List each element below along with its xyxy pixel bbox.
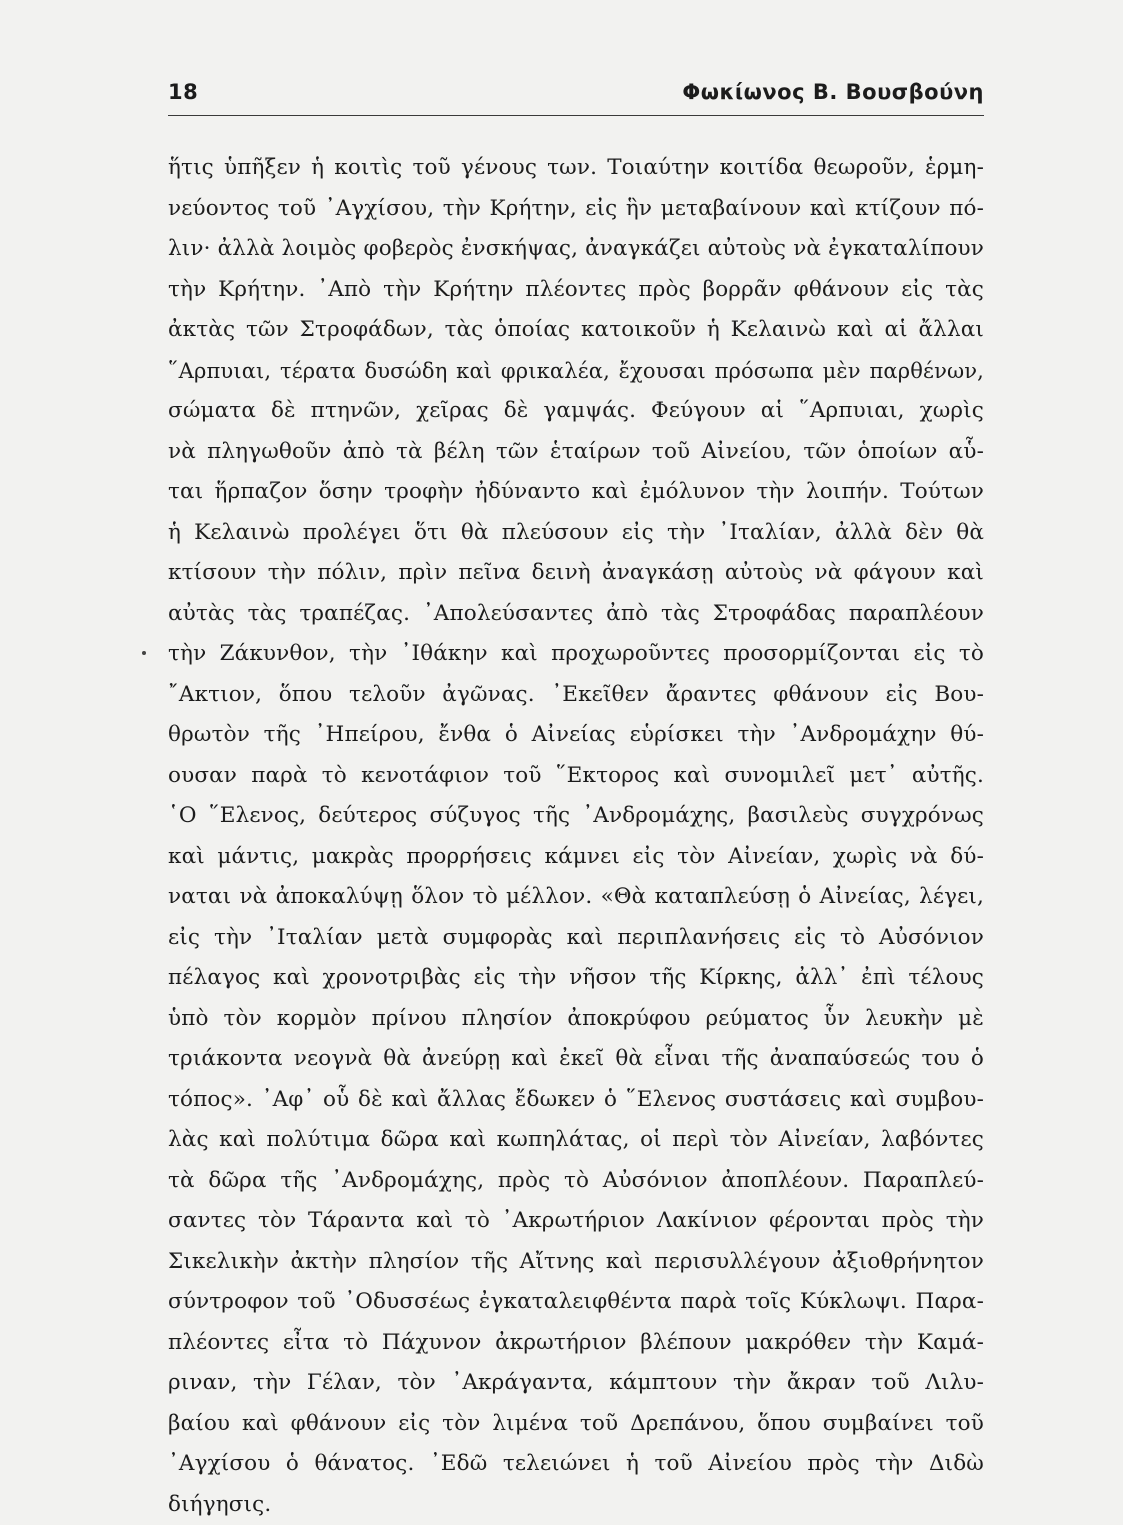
text-line: ναται νὰ ἀποκαλύψῃ ὅλον τὸ μέλλον. «Θὰ καταπλεύσῃ ὁ Αἰνείας, λέγει, — [168, 877, 984, 918]
text-line: τὴν Κρήτην. ᾿Απὸ τὴν Κρήτην πλέοντες πρὸς βορρᾶν φθάνουν εἰς τὰς — [168, 270, 984, 311]
text-line: εἰς τὴν ᾿Ιταλίαν μετὰ συμφορὰς καὶ περιπλανήσεις εἰς τὸ Αὐσόνιον — [168, 918, 984, 959]
text-line: νὰ πληγωθοῦν ἀπὸ τὰ βέλη τῶν ἑταίρων τοῦ Αἰνείου, τῶν ὁποίων αὗ- — [168, 432, 984, 473]
running-head-author: Φωκίωνος Β. Βουσβούνη — [682, 80, 984, 104]
text-line: ἥτις ὑπῆξεν ἡ κοιτὶς τοῦ γένους των. Τοιαύτην κοιτίδα θεωροῦν, ἑρμη- — [168, 148, 984, 189]
text-line: πέλαγος καὶ χρονοτριβὰς εἰς τὴν νῆσον τῆς Κίρκης, ἀλλ᾿ ἐπὶ τέλους — [168, 958, 984, 999]
text-line: βαίου καὶ φθάνουν εἰς τὸν λιμένα τοῦ Δρεπάνου, ὅπου συμβαίνει τοῦ — [168, 1404, 984, 1445]
text-line: νεύοντος τοῦ ᾿Αγχίσου, τὴν Κρήτην, εἰς ἣν μεταβαίνουν καὶ κτίζουν πό- — [168, 189, 984, 230]
text-line: διήγησις. — [168, 1485, 984, 1525]
text-line: σώματα δὲ πτηνῶν, χεῖρας δὲ γαμψάς. Φεύγουν αἱ ῞Αρπυιαι, χωρὶς — [168, 391, 984, 432]
running-head — [168, 80, 984, 114]
text-line: καὶ μάντις, μακρὰς προρρήσεις κάμνει εἰς τὸν Αἰνείαν, χωρὶς νὰ δύ- — [168, 837, 984, 878]
text-line: σαντες τὸν Τάραντα καὶ τὸ ᾿Ακρωτήριον Λακίνιον φέρονται πρὸς τὴν — [168, 1201, 984, 1242]
text-line: θρωτὸν τῆς ᾿Ηπείρου, ἔνθα ὁ Αἰνείας εὑρίσκει τὴν ᾿Ανδρομάχην θύ- — [168, 715, 984, 756]
header-rule — [168, 115, 984, 116]
text-line: τὰ δῶρα τῆς ᾿Ανδρομάχης, πρὸς τὸ Αὐσόνιον ἀποπλέουν. Παραπλεύ- — [168, 1161, 984, 1202]
text-line: ἡ Κελαινὼ προλέγει ὅτι θὰ πλεύσουν εἰς τὴν ᾿Ιταλίαν, ἀλλὰ δὲν θὰ — [168, 513, 984, 554]
text-line: κτίσουν τὴν πόλιν, πρὶν πεῖνα δεινὴ ἀναγκάσῃ αὐτοὺς νὰ φάγουν καὶ — [168, 553, 984, 594]
text-line: ᾿Αγχίσου ὁ θάνατος. ᾿Εδῶ τελειώνει ἡ τοῦ Αἰνείου πρὸς τὴν Διδὼ — [168, 1444, 984, 1485]
text-line: ται ἥρπαζον ὅσην τροφὴν ἠδύναντο καὶ ἐμόλυνον τὴν λοιπήν. Τούτων — [168, 472, 984, 513]
text-line: ῾Ο ῞Ελενος, δεύτερος σύζυγος τῆς ᾿Ανδρομάχης, βασιλεὺς συγχρόνως — [168, 796, 984, 837]
text-line: λὰς καὶ πολύτιμα δῶρα καὶ κωπηλάτας, οἱ περὶ τὸν Αἰνείαν, λαβόντες — [168, 1120, 984, 1161]
text-line: λιν· ἀλλὰ λοιμὸς φοβερὸς ἐνσκήψας, ἀναγκάζει αὐτοὺς νὰ ἐγκαταλίπουν — [168, 229, 984, 270]
body-text — [168, 148, 984, 1525]
text-line: ῎Ακτιον, ὅπου τελοῦν ἀγῶνας. ᾿Εκεῖθεν ἄραντες φθάνουν εἰς Βου- — [168, 675, 984, 716]
text-line: Σικελικὴν ἀκτὴν πλησίον τῆς Αἴτνης καὶ περισυλλέγουν ἀξιοθρήνητον — [168, 1242, 984, 1283]
text-line: τριάκοντα νεογνὰ θὰ ἀνεύρῃ καὶ ἐκεῖ θὰ εἶναι τῆς ἀναπαύσεώς του ὁ — [168, 1039, 984, 1080]
text-line: ουσαν παρὰ τὸ κενοτάφιον τοῦ ῞Εκτορος καὶ συνομιλεῖ μετ᾿ αὐτῆς. — [168, 756, 984, 797]
text-line: ριναν, τὴν Γέλαν, τὸν ᾿Ακράγαντα, κάμπτουν τὴν ἄκραν τοῦ Λιλυ- — [168, 1363, 984, 1404]
margin-mark — [142, 651, 146, 655]
text-line: τὴν Ζάκυνθον, τὴν ᾿Ιθάκην καὶ προχωροῦντες προσορμίζονται εἰς τὸ — [168, 634, 984, 675]
text-line: τόπος». ᾿Αφ᾿ οὗ δὲ καὶ ἄλλας ἔδωκεν ὁ ῞Ελενος συστάσεις καὶ συμβου- — [168, 1080, 984, 1121]
text-line: ἀκτὰς τῶν Στροφάδων, τὰς ὁποίας κατοικοῦν ἡ Κελαινὼ καὶ αἱ ἄλλαι — [168, 310, 984, 351]
text-line: αὐτὰς τὰς τραπέζας. ᾿Απολεύσαντες ἀπὸ τὰς Στροφάδας παραπλέουν — [168, 594, 984, 635]
page-number: 18 — [168, 80, 198, 104]
text-line: ὑπὸ τὸν κορμὸν πρίνου πλησίον ἀποκρύφου ρεύματος ὗν λευκὴν μὲ — [168, 999, 984, 1040]
text-line: ῞Αρπυιαι, τέρατα δυσώδη καὶ φρικαλέα, ἔχουσαι πρόσωπα μὲν παρθένων, — [168, 351, 984, 392]
text-line: σύντροφον τοῦ ᾿Οδυσσέως ἐγκαταλειφθέντα παρὰ τοῖς Κύκλωψι. Παρα- — [168, 1282, 984, 1323]
text-line: πλέοντες εἶτα τὸ Πάχυνον ἀκρωτήριον βλέπουν μακρόθεν τὴν Καμά- — [168, 1323, 984, 1364]
